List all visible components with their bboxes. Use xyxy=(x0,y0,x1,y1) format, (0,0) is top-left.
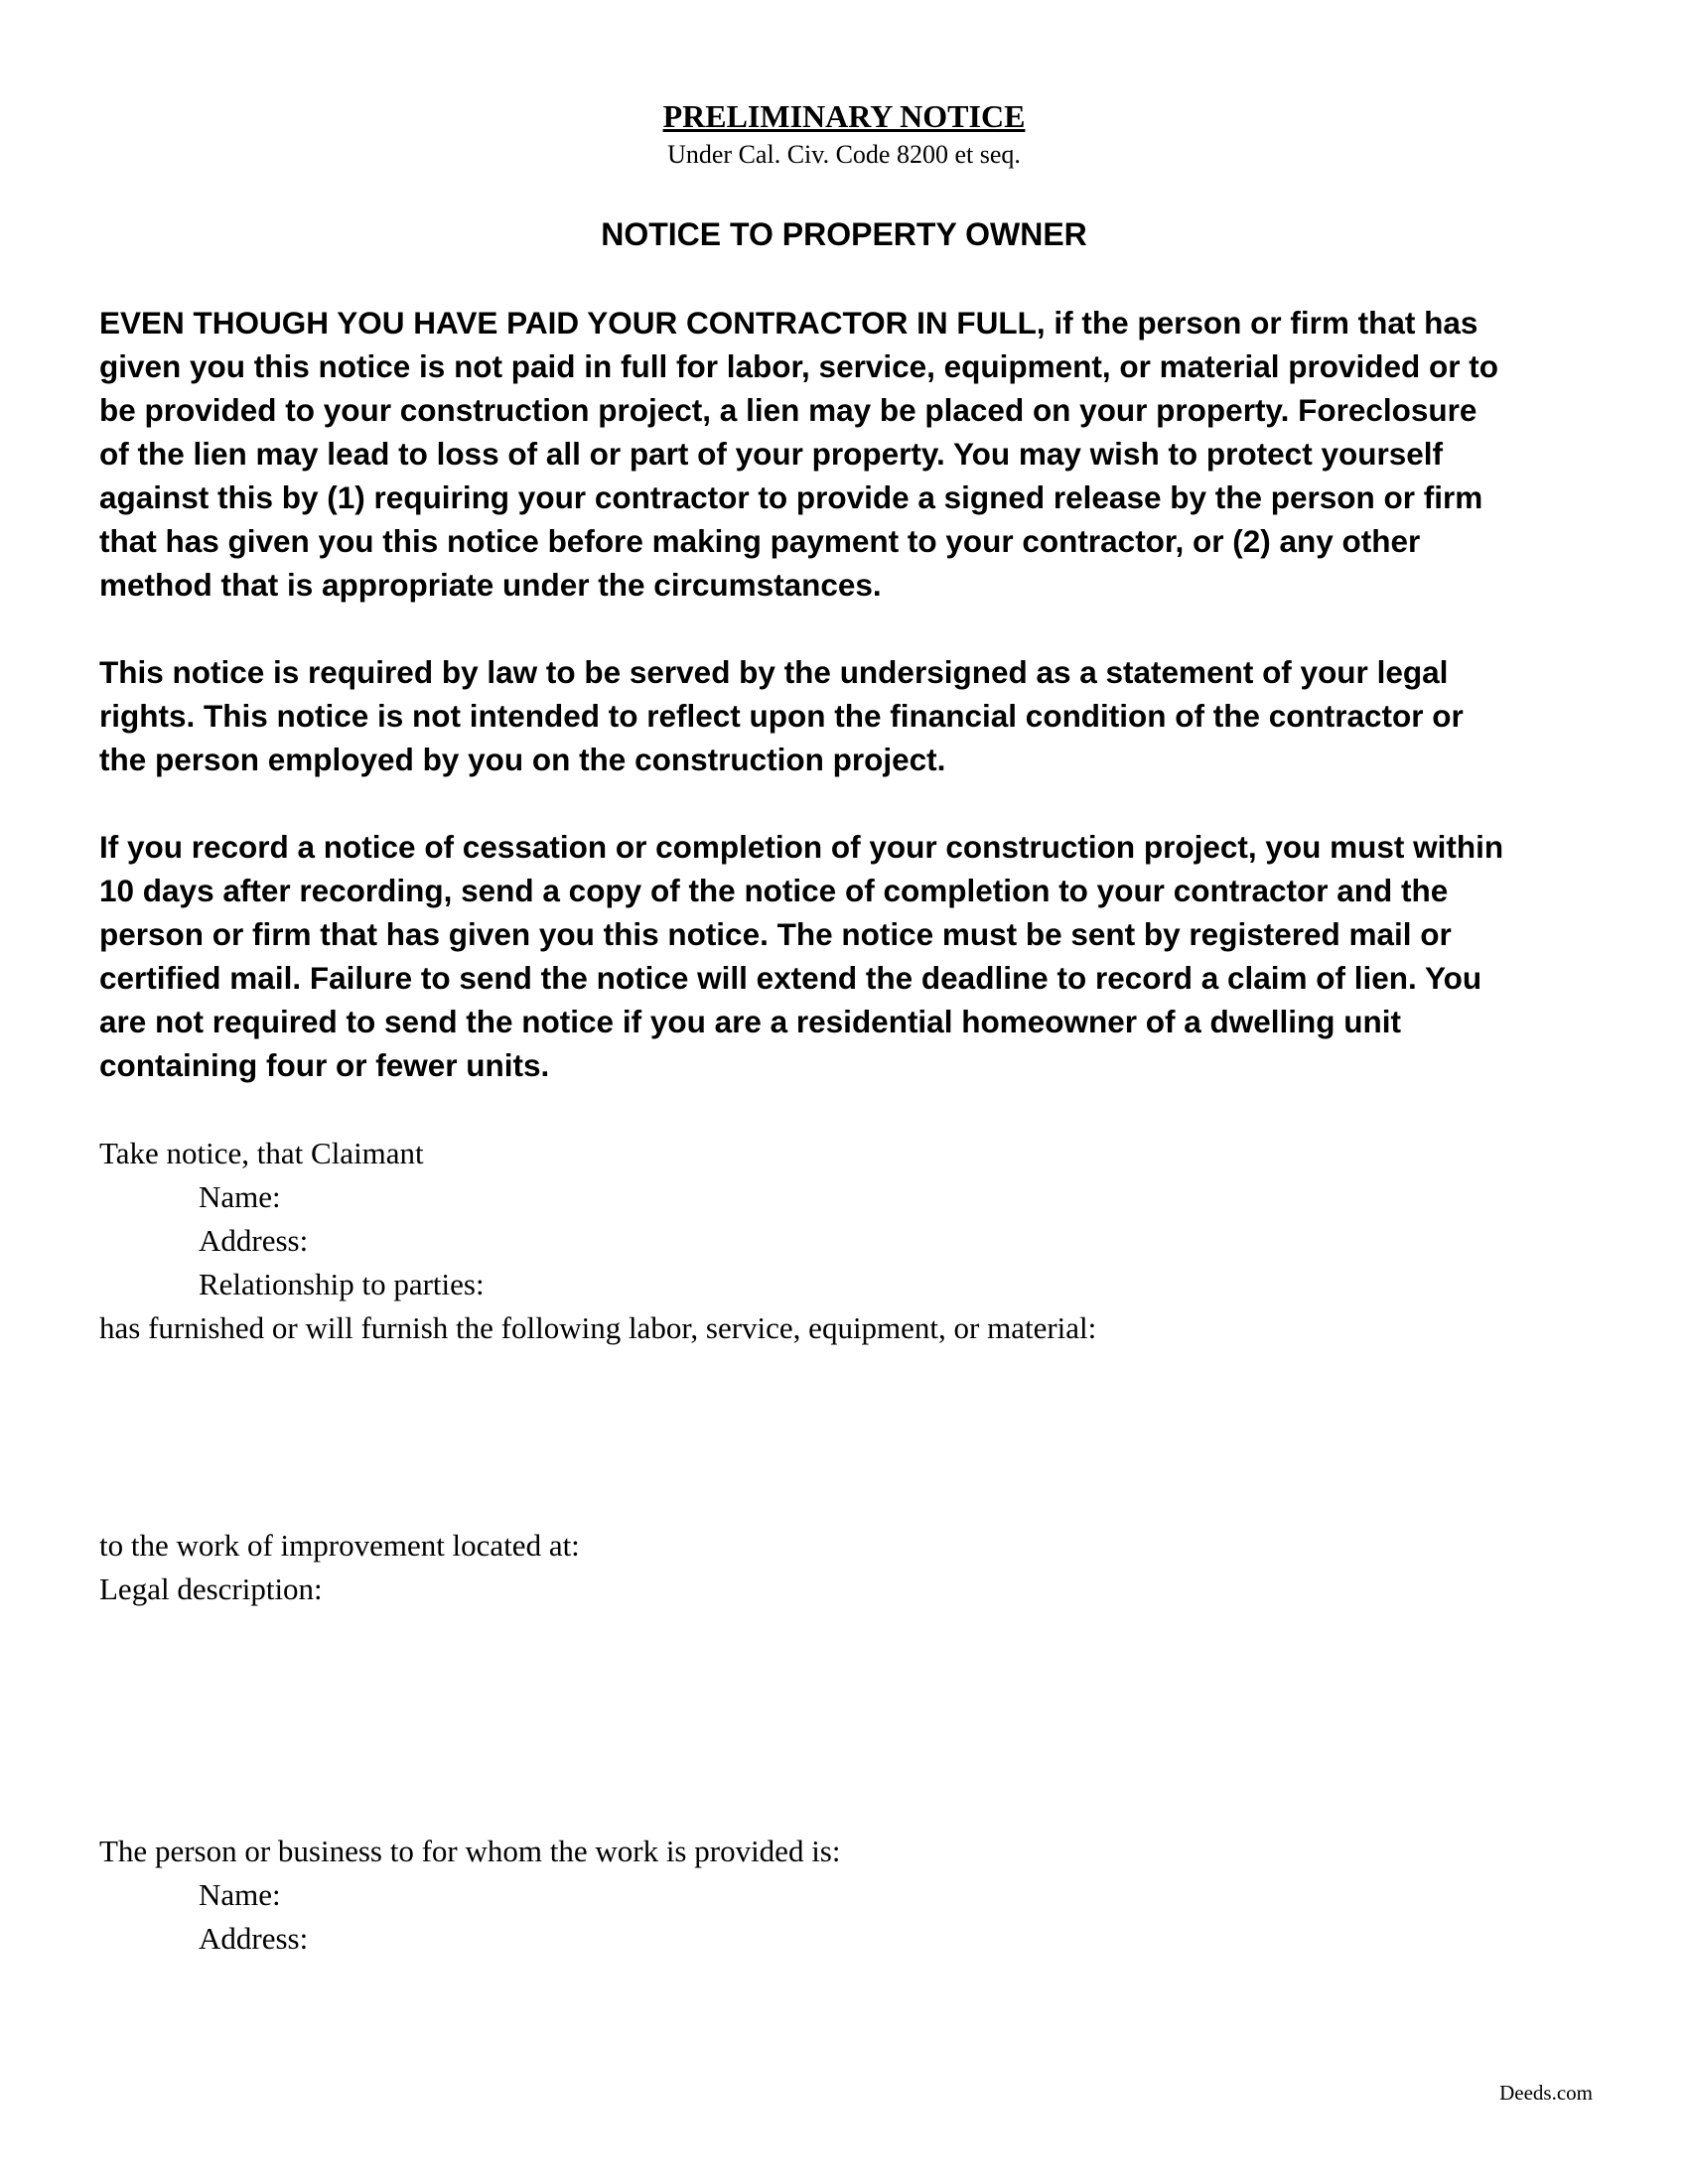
notice-paragraph-completion xyxy=(99,825,1589,1087)
notice-paragraph-lien-warning xyxy=(99,301,1589,607)
paragraph-line: person or firm that has given you this notice. The notice must be sent by registered mail or xyxy=(99,916,1452,952)
improvement-location-label: to the work of improvement located at: xyxy=(99,1528,580,1563)
work-for-intro: The person or business to for whom the work is provided is: xyxy=(99,1834,841,1868)
paragraph-line: rights. This notice is not intended to reflect upon the financial condition of the contractor or xyxy=(99,698,1464,734)
paragraph-line: This notice is required by law to be served by the undersigned as a statement of your legal xyxy=(99,654,1449,690)
document-title: PRELIMINARY NOTICE xyxy=(662,98,1026,134)
property-section xyxy=(99,1524,580,1611)
claimant-intro: Take notice, that Claimant xyxy=(99,1136,424,1170)
paragraph-line: be provided to your construction project, a lien may be placed on your property. Foreclosure xyxy=(99,392,1477,428)
claimant-section xyxy=(99,1132,1096,1350)
paragraph-line: EVEN THOUGH YOU HAVE PAID YOUR CONTRACTOR IN FULL, if the person or firm that has xyxy=(99,305,1478,341)
paragraph-line: containing four or fewer units. xyxy=(99,1047,550,1083)
paragraph-line: are not required to send the notice if you are a residential homeowner of a dwelling unit xyxy=(99,1004,1401,1039)
paragraph-line: given you this notice is not paid in full for labor, service, equipment, or material provided or to xyxy=(99,348,1498,384)
work-for-address-label: Address: xyxy=(199,1921,309,1956)
claimant-address-label: Address: xyxy=(199,1223,309,1258)
paragraph-line: against this by (1) requiring your contractor to provide a signed release by the person or firm xyxy=(99,479,1483,515)
work-for-section xyxy=(99,1830,840,1961)
paragraph-line: of the lien may lead to loss of all or part of your property. You may wish to protect yourself xyxy=(99,436,1443,472)
legal-description-label: Legal description: xyxy=(99,1571,323,1606)
paragraph-line: certified mail. Failure to send the notice will extend the deadline to record a claim of lien. You xyxy=(99,960,1482,996)
paragraph-line: that has given you this notice before making payment to your contractor, or (2) any other xyxy=(99,523,1421,559)
paragraph-line: method that is appropriate under the circumstances. xyxy=(99,567,882,603)
paragraph-line: 10 days after recording, send a copy of the notice of completion to your contractor and the xyxy=(99,873,1449,908)
furnish-statement: has furnished or will furnish the following labor, service, equipment, or material: xyxy=(99,1310,1097,1345)
notice-paragraph-legal-rights xyxy=(99,650,1589,781)
notice-heading: NOTICE TO PROPERTY OWNER xyxy=(601,216,1087,252)
paragraph-line: If you record a notice of cessation or completion of your construction project, you must within xyxy=(99,829,1504,865)
claimant-name-label: Name: xyxy=(199,1179,281,1214)
work-for-name-label: Name: xyxy=(199,1877,281,1912)
statute-reference: Under Cal. Civ. Code 8200 et seq. xyxy=(667,140,1021,169)
paragraph-line: the person employed by you on the construction project. xyxy=(99,742,946,777)
claimant-relationship-label: Relationship to parties: xyxy=(199,1267,485,1301)
footer-brand: Deeds.com xyxy=(1499,2081,1593,2105)
